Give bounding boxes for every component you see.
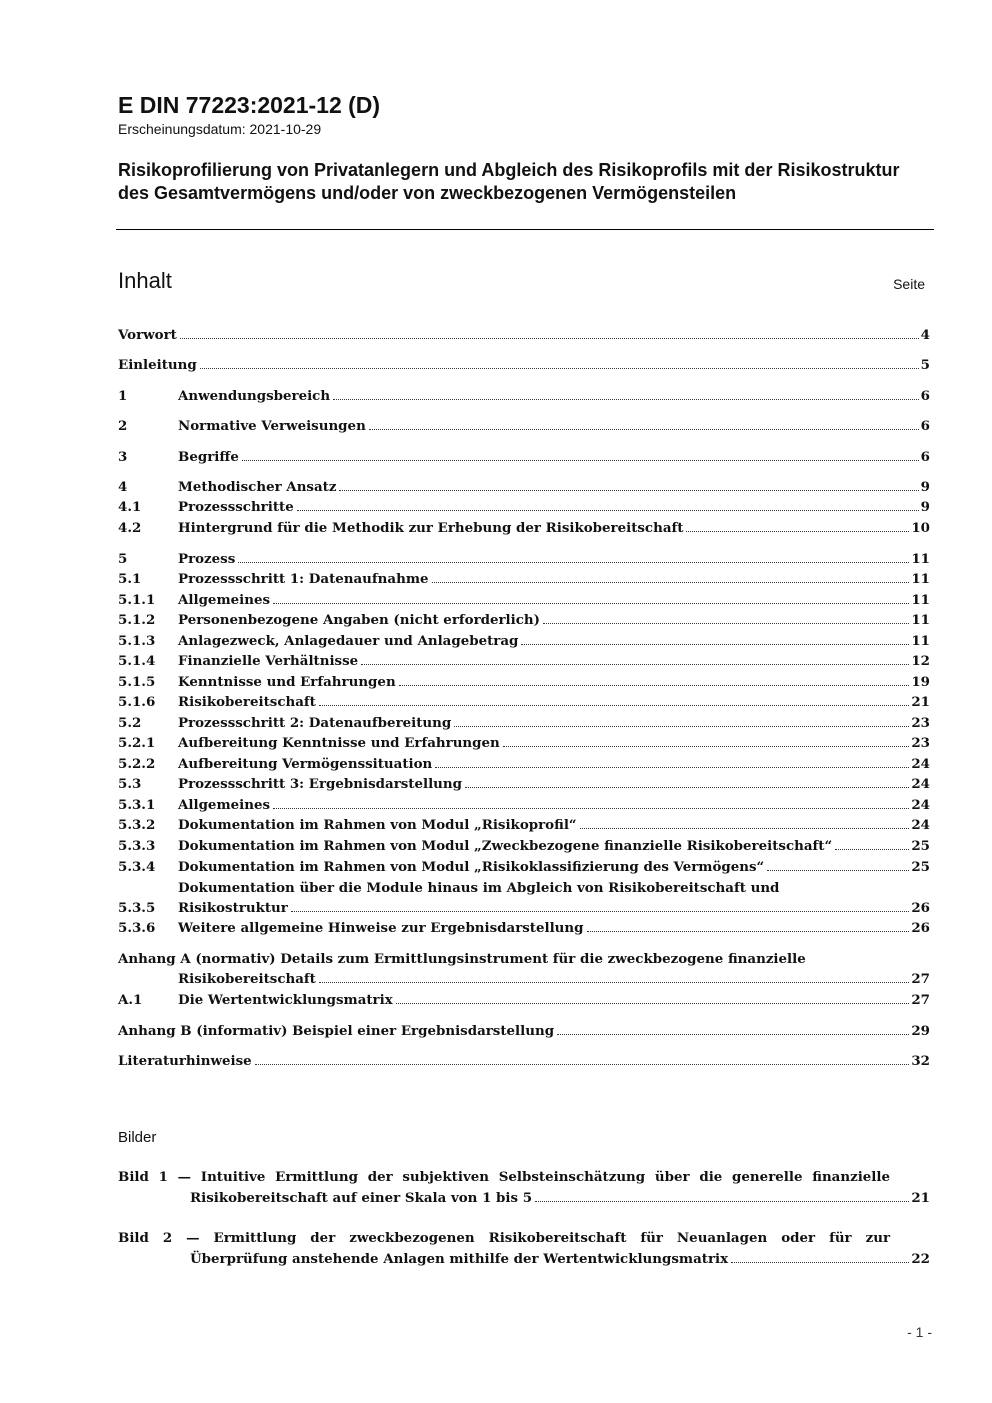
toc-entry-number: 4.1: [118, 499, 142, 515]
figure-entry-2[interactable]: [118, 1228, 930, 1270]
toc-entry-title: Prozessschritt 1: Datenaufnahme: [178, 571, 429, 587]
toc-entry-page: 11: [911, 571, 930, 587]
dot-leader: [180, 338, 919, 339]
figure-entry-page: 21: [911, 1190, 930, 1206]
dot-leader: [297, 510, 919, 511]
dot-leader: [686, 531, 909, 532]
toc-entry-title: Vorwort: [118, 327, 177, 343]
publication-date: Erscheinungsdatum: 2021-10-29: [118, 121, 322, 137]
toc-entry[interactable]: [118, 518, 930, 538]
toc-entry-number: 5.1.2: [118, 612, 156, 628]
toc-entry[interactable]: [118, 386, 930, 406]
toc-entry-number: 5.3: [118, 776, 142, 792]
toc-entry-number: 5.3.3: [118, 838, 156, 854]
toc-entry-number: 5: [118, 551, 128, 567]
dot-leader: [454, 726, 909, 727]
dot-leader: [333, 399, 919, 400]
toc-entry[interactable]: [118, 447, 930, 467]
toc-entry-title: Prozess: [178, 551, 236, 567]
dot-leader: [399, 685, 910, 686]
dot-leader: [242, 460, 919, 461]
toc-entry-page: 26: [911, 920, 930, 936]
figure-entry-page: 22: [911, 1251, 930, 1267]
page-column-label: Seite: [893, 276, 925, 292]
toc-entry-number: 5.1.4: [118, 653, 156, 669]
toc-entry[interactable]: [118, 836, 930, 856]
toc-entry[interactable]: [118, 497, 930, 517]
toc-entry-title: Prozessschritte: [178, 499, 294, 515]
toc-entry-title-line1: Anhang A (normativ) Details zum Ermittlungsinstrument für die zweckbezogene finanzielle: [118, 951, 806, 967]
toc-entry-title: Hintergrund für die Methodik zur Erhebung der Risikobereitschaft: [178, 520, 684, 536]
toc-entry-number: 5.3.6: [118, 920, 156, 936]
dot-leader: [319, 982, 910, 983]
toc-entry-page: 23: [911, 715, 930, 731]
toc-entry-number: 5.1: [118, 571, 142, 587]
dot-leader: [255, 1064, 910, 1065]
toc-entry-title: Risikostruktur: [178, 900, 288, 916]
toc-entry-title: Aufbereitung Kenntnisse und Erfahrungen: [178, 735, 500, 751]
toc-entry-title: Weitere allgemeine Hinweise zur Ergebnisdarstellung: [178, 920, 584, 936]
toc-entry-page: 10: [911, 520, 930, 536]
dot-leader: [432, 582, 910, 583]
toc-entry-number: 5.2.1: [118, 735, 156, 751]
dot-leader: [339, 490, 918, 491]
toc-entry-number: 1: [118, 388, 128, 404]
toc-entry-title: Einleitung: [118, 357, 197, 373]
dot-leader: [503, 746, 910, 747]
toc-entry-number: 4: [118, 479, 128, 495]
toc-entry-page: 27: [911, 992, 930, 1008]
toc-entry[interactable]: [118, 815, 930, 835]
toc-entry[interactable]: [118, 569, 930, 589]
toc-entry[interactable]: [118, 477, 930, 497]
toc-entry[interactable]: [118, 631, 930, 651]
toc-entry[interactable]: [118, 590, 930, 610]
dot-leader: [543, 623, 909, 624]
toc-entry[interactable]: [118, 880, 930, 918]
toc-entry[interactable]: [118, 990, 930, 1010]
toc-entry-page: 24: [911, 817, 930, 833]
toc-entry[interactable]: [118, 672, 930, 692]
toc-entry-page: 9: [920, 499, 930, 515]
toc-entry-page: 27: [911, 971, 930, 987]
toc-entry-title: Die Wertentwicklungsmatrix: [178, 992, 393, 1008]
toc-entry-number: 5.1.3: [118, 633, 156, 649]
toc-entry[interactable]: [118, 416, 930, 436]
toc-entry[interactable]: [118, 325, 930, 345]
toc-entry-number: 2: [118, 418, 128, 434]
toc-entry-page: 24: [911, 776, 930, 792]
toc-heading: Inhalt: [118, 268, 172, 293]
toc-entry[interactable]: [118, 951, 930, 989]
dot-leader: [435, 767, 909, 768]
dot-leader: [835, 849, 909, 850]
toc-entry-number: 4.2: [118, 520, 142, 536]
dot-leader: [396, 1003, 910, 1004]
toc-entry-title: Kenntnisse und Erfahrungen: [178, 674, 396, 690]
dot-leader: [557, 1034, 909, 1035]
toc-entry-number: 5.3.2: [118, 817, 156, 833]
document-title: Risikoprofilierung von Privatanlegern und Abgleich des Risikoprofils mit der Risikostruktur des Gesamtvermögens und/oder von zweckbezogenen Vermögensteilen: [118, 160, 900, 203]
toc-entry-page: 6: [920, 418, 930, 434]
dot-leader: [535, 1201, 909, 1202]
toc-entry-title: Normative Verweisungen: [178, 418, 366, 434]
toc-entry-title: Aufbereitung Vermögenssituation: [178, 756, 433, 772]
figure-entry-caption-cont: Überprüfung anstehende Anlagen mithilfe der Wertentwicklungsmatrix: [190, 1251, 729, 1267]
toc-entry-page: 21: [911, 694, 930, 710]
toc-entry[interactable]: [118, 857, 930, 877]
toc-entry-page: 29: [911, 1023, 930, 1039]
toc-entry-title: Personenbezogene Angaben (nicht erforderlich): [178, 612, 540, 628]
toc-entry-title-line1: Dokumentation über die Module hinaus im Abgleich von Risikobereitschaft und: [178, 880, 780, 896]
dot-leader: [580, 828, 910, 829]
toc-entry-page: 9: [920, 479, 930, 495]
toc-entry-page: 5: [920, 357, 930, 373]
toc-entry-number: 5.2.2: [118, 756, 156, 772]
toc-entry-title: Finanzielle Verhältnisse: [178, 653, 359, 669]
toc-entry-number: 5.2: [118, 715, 142, 731]
toc-entry-title: Risikobereitschaft: [178, 971, 316, 987]
toc-entry-page: 19: [911, 674, 930, 690]
toc-entry-title: Dokumentation im Rahmen von Modul „Zweckbezogene finanzielle Risikobereitschaft“: [178, 838, 833, 854]
toc-entry-title: Allgemeines: [178, 592, 271, 608]
toc-entry-title: Allgemeines: [178, 797, 271, 813]
toc-entry-title: Anwendungsbereich: [178, 388, 331, 404]
toc-entry-page: 6: [920, 449, 930, 465]
toc-entry-page: 25: [911, 859, 930, 875]
document-id: E DIN 77223:2021-12 (D): [118, 92, 381, 118]
toc-entry-title: Risikobereitschaft: [178, 694, 316, 710]
toc-entry-page: 4: [920, 327, 930, 343]
dot-leader: [361, 664, 909, 665]
toc-entry[interactable]: [118, 733, 930, 753]
page-number: - 1 -: [907, 1324, 932, 1340]
toc-entry[interactable]: [118, 1051, 930, 1071]
toc-entry-number: 5.3.5: [118, 900, 156, 916]
toc-entry[interactable]: [118, 610, 930, 630]
toc-entry-number: A.1: [118, 992, 143, 1008]
toc-entry-number: 5.1.6: [118, 694, 156, 710]
toc-entry-number: 5.1.5: [118, 674, 156, 690]
toc-entry[interactable]: [118, 774, 930, 794]
toc-entry-page: 6: [920, 388, 930, 404]
toc-entry-title: Literaturhinweise: [118, 1053, 252, 1069]
toc-entry[interactable]: [118, 355, 930, 375]
dot-leader: [767, 870, 909, 871]
dot-leader: [369, 429, 919, 430]
dot-leader: [731, 1262, 909, 1263]
toc-entry-title: Prozessschritt 3: Ergebnisdarstellung: [178, 776, 462, 792]
toc-entry-number: 5.1.1: [118, 592, 156, 608]
toc-entry-title: Anhang B (informativ) Beispiel einer Ergebnisdarstellung: [118, 1023, 555, 1039]
toc-entry-title: Methodischer Ansatz: [178, 479, 337, 495]
dot-leader: [200, 368, 919, 369]
figures-heading: Bilder: [118, 1129, 157, 1146]
toc-entry-page: 12: [911, 653, 930, 669]
toc-entry[interactable]: [118, 692, 930, 712]
toc-entry-number: 3: [118, 449, 128, 465]
toc-entry-title: Anlagezweck, Anlagedauer und Anlagebetrag: [178, 633, 519, 649]
toc-entry[interactable]: [118, 754, 930, 774]
toc-entry-page: 11: [911, 612, 930, 628]
toc-entry-page: 11: [911, 551, 930, 567]
toc-entry[interactable]: [118, 651, 930, 671]
toc-entry-page: 23: [911, 735, 930, 751]
toc-entry-page: 25: [911, 838, 930, 854]
figure-entry-1[interactable]: [118, 1167, 930, 1209]
title-divider: [116, 229, 934, 230]
toc-entry-page: 26: [911, 900, 930, 916]
toc-entry[interactable]: [118, 1021, 930, 1041]
toc-entry[interactable]: [118, 795, 930, 815]
toc-entry-number: 5.3.4: [118, 859, 156, 875]
figure-entry-caption: Bild 2 — Ermittlung der zweckbezogenen Risikobereitschaft für Neuanlagen oder für zur: [118, 1230, 890, 1246]
toc-entry[interactable]: [118, 713, 930, 733]
toc-entry-title: Begriffe: [178, 449, 239, 465]
toc-entry-page: 11: [911, 592, 930, 608]
toc-entry-page: 32: [911, 1053, 930, 1069]
toc-entry-title: Dokumentation im Rahmen von Modul „Risikoprofil“: [178, 817, 577, 833]
dot-leader: [521, 644, 909, 645]
toc-entry[interactable]: [118, 549, 930, 569]
dot-leader: [587, 931, 910, 932]
toc-entry-title: Prozessschritt 2: Datenaufbereitung: [178, 715, 452, 731]
figure-entry-caption-cont: Risikobereitschaft auf einer Skala von 1 bis 5: [190, 1190, 533, 1206]
figure-entry-caption: Bild 1 — Intuitive Ermittlung der subjektiven Selbsteinschätzung über die generelle finanzielle: [118, 1169, 890, 1185]
toc-entry-title: Dokumentation im Rahmen von Modul „Risikoklassifizierung des Vermögens“: [178, 859, 765, 875]
toc-entry-page: 24: [911, 756, 930, 772]
toc-entry-number: 5.3.1: [118, 797, 156, 813]
dot-leader: [291, 911, 910, 912]
toc-entry-page: 24: [911, 797, 930, 813]
dot-leader: [273, 808, 909, 809]
dot-leader: [273, 603, 909, 604]
toc-entry[interactable]: [118, 918, 930, 938]
toc-entry-page: 11: [911, 633, 930, 649]
dot-leader: [238, 562, 909, 563]
dot-leader: [465, 787, 909, 788]
dot-leader: [319, 705, 910, 706]
